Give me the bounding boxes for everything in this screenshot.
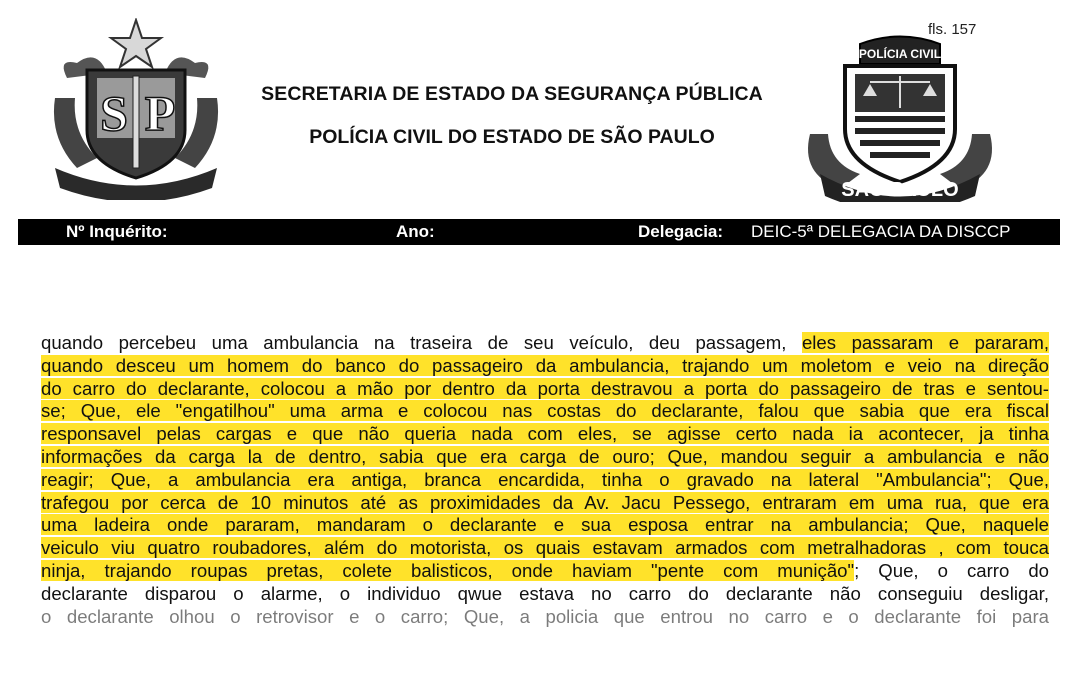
text-line (41, 400, 1049, 423)
text-line-highlight: ninja, trajando roupas pretas, colete balisticos, onde haviam "pente com munição" (41, 559, 855, 581)
text-line (41, 492, 1049, 515)
text-line-highlight: veiculo viu quatro roubadores, além do motorista, os quais estavam armados com metralhadoras , com touca (41, 537, 1049, 559)
text-line (41, 583, 1049, 606)
page-number: fls. 157 (928, 21, 977, 38)
text-line (41, 469, 1049, 492)
ano-label: Ano: (396, 222, 435, 241)
text-line-highlight: uma ladeira onde pararam, mandaram o declarante e sua esposa entrar na ambulancia; Que, naquele (41, 514, 1049, 536)
text-line-highlight: do carro do declarante, colocou a mão por dentro da porta destravou a porta do passageiro de tras e sentou- (41, 377, 1049, 399)
text-line (41, 514, 1049, 537)
text-line-highlight: eles passaram e pararam, (801, 332, 1049, 353)
text-line-plain: quando percebeu uma ambulancia na traseira de seu veículo, deu passagem, (41, 332, 802, 353)
testimony-text (41, 332, 1049, 628)
text-line-plain: o declarante olhou o retrovisor e o carro; Que, a policia que entrou no carro e o declarante foi para (41, 605, 1049, 627)
seal-top-text: POLÍCIA CIVIL (858, 47, 942, 61)
text-line-highlight: quando desceu um homem do banco do passageiro da ambulancia, trajando um moletom e veio na direção (41, 354, 1049, 376)
text-line (41, 332, 1049, 355)
text-line (41, 606, 1049, 629)
delegacia-label: Delegacia: (638, 222, 724, 241)
policia-civil-seal-icon (800, 24, 1000, 202)
text-line-highlight: se; Que, ele "engatilhou" uma arma e colocou nas costas do declarante, falou que sabia que era fiscal (41, 400, 1049, 422)
text-line-plain: declarante disparou o alarme, o individuo qwue estava no carro do declarante não conseguiu desligar, (41, 582, 1049, 604)
text-line (41, 446, 1049, 469)
text-line (41, 560, 1049, 583)
seal-letter-p: P (144, 85, 176, 141)
text-line-highlight: reagir; Que, a ambulancia era antiga, branca encardida, tinha o gravado na lateral "Ambulancia"; Que, (41, 468, 1049, 490)
text-line-after: ; Que, o carro do (854, 559, 1049, 581)
header-title-policia: POLÍCIA CIVIL DO ESTADO DE SÃO PAULO (309, 126, 715, 148)
sao-paulo-coat-of-arms-icon (47, 18, 225, 200)
text-line (41, 537, 1049, 560)
text-line (41, 423, 1049, 446)
inquerito-label: Nº Inquérito: (66, 222, 168, 241)
text-line (41, 378, 1049, 401)
delegacia-value: DEIC-5ª DELEGACIA DA DISCCP (751, 222, 1011, 241)
text-line-highlight: responsavel pelas cargas e que não queria nada com eles, se agisse certo nada ia acontecer, ja tinha (41, 423, 1049, 445)
text-line-highlight: informações da carga la de dentro, sabia que era carga de ouro; Que, mandou seguir a ambulancia e não (41, 445, 1049, 467)
inquiry-info-bar (18, 219, 1060, 245)
header-title-secretaria: SECRETARIA DE ESTADO DA SEGURANÇA PÚBLICA (261, 83, 763, 105)
seal-letter-s: S (100, 85, 128, 141)
text-line (41, 355, 1049, 378)
text-line-highlight: trafegou por cerca de 10 minutos até as proximidades da Av. Jacu Pessego, entraram em uma rua, que era (41, 491, 1049, 513)
seal-bottom-text: SÃO PAULO (841, 179, 959, 201)
